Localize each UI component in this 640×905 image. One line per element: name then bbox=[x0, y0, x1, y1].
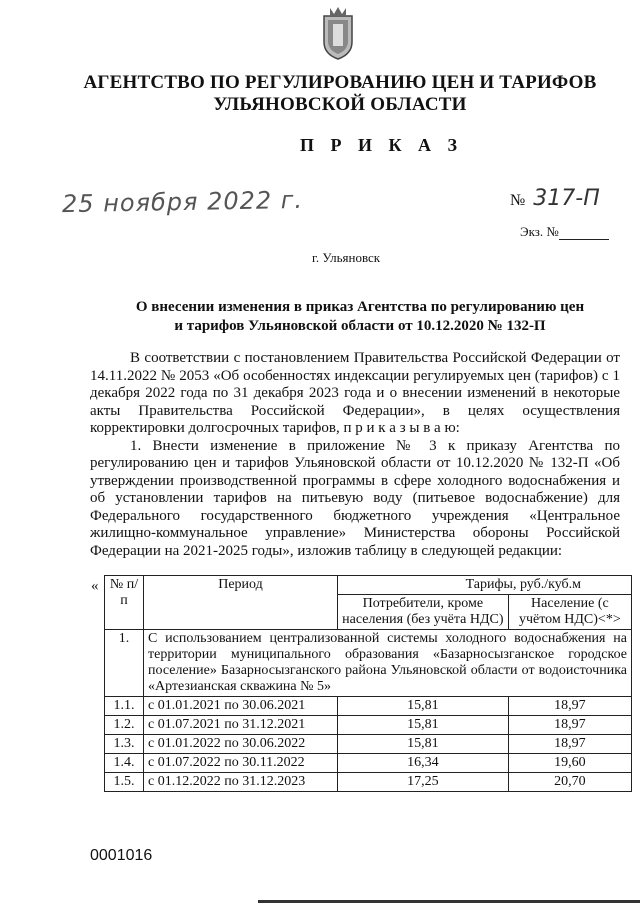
order-subject bbox=[100, 298, 620, 336]
number-label: № bbox=[510, 192, 526, 209]
row-num: 1.1. bbox=[105, 697, 144, 716]
copy-number bbox=[520, 224, 609, 240]
header-population: Население (с учётом НДС)<*> bbox=[508, 595, 631, 630]
section-num: 1. bbox=[105, 630, 144, 697]
row-consumers: 16,34 bbox=[338, 754, 509, 773]
agency-line-1: АГЕНТСТВО ПО РЕГУЛИРОВАНИЮ ЦЕН И ТАРИФОВ bbox=[83, 72, 597, 93]
scan-edge-divider bbox=[258, 900, 640, 903]
row-period: с 01.07.2022 по 30.11.2022 bbox=[144, 754, 338, 773]
quote-open: « bbox=[91, 578, 99, 594]
header-tariffs: Тарифы, руб./куб.м bbox=[338, 576, 632, 595]
tariff-table bbox=[104, 575, 632, 792]
section-description: С использованием централизованной системы холодного водоснабжения на территории муниципального образования «Базарносызганское городское поселение» Базарносызганского района Ульяновской области от водоисточника «Артезианская скважина № 5» bbox=[144, 630, 632, 697]
body-paragraph-1: В соответствии с постановлением Правительства Российской Федерации от 14.11.2022 № 2053 «Об особенностях индексации регулируемых цен (тарифов) с 1 декабря 2022 года по 31 декабря 2023 года и о внесении изменений в некоторые акты Правительства Российской Федерации», в целях осуществления корректировки долгосрочных тарифов, п р и к а з ы в а ю: bbox=[90, 350, 620, 436]
row-period: с 01.12.2022 по 31.12.2023 bbox=[144, 773, 338, 792]
order-number bbox=[510, 186, 600, 211]
row-population: 18,97 bbox=[508, 735, 631, 754]
header-num: № п/п bbox=[105, 576, 144, 630]
row-population: 20,70 bbox=[508, 773, 631, 792]
table-row bbox=[105, 773, 632, 792]
row-consumers: 15,81 bbox=[338, 697, 509, 716]
coat-of-arms-icon bbox=[318, 6, 358, 60]
row-consumers: 17,25 bbox=[338, 773, 509, 792]
copy-label: Экз. № bbox=[520, 224, 559, 239]
document-code: 0001016 bbox=[90, 847, 153, 864]
order-title: П Р И К А З bbox=[300, 135, 464, 155]
table-section-row bbox=[105, 630, 632, 697]
row-period: с 01.01.2022 по 30.06.2022 bbox=[144, 735, 338, 754]
order-date: 25 ноября 2022 г. bbox=[61, 185, 304, 219]
row-consumers: 15,81 bbox=[338, 735, 509, 754]
row-period: с 01.07.2021 по 31.12.2021 bbox=[144, 716, 338, 735]
table-row bbox=[105, 716, 632, 735]
row-consumers: 15,81 bbox=[338, 716, 509, 735]
row-num: 1.4. bbox=[105, 754, 144, 773]
subject-line-1: О внесении изменения в приказ Агентства по регулированию цен bbox=[135, 299, 585, 315]
table-row bbox=[105, 697, 632, 716]
agency-name bbox=[40, 72, 640, 116]
header-consumers: Потребители, кроме населения (без учёта НДС) bbox=[338, 595, 509, 630]
city: г. Ульяновск bbox=[312, 250, 381, 265]
copy-blank bbox=[559, 227, 609, 240]
row-num: 1.3. bbox=[105, 735, 144, 754]
subject-line-2: и тарифов Ульяновской области от 10.12.2020 № 132-П bbox=[174, 318, 546, 334]
row-period: с 01.01.2021 по 30.06.2021 bbox=[144, 697, 338, 716]
table-row bbox=[105, 735, 632, 754]
header-period: Период bbox=[144, 576, 338, 630]
table-row bbox=[105, 754, 632, 773]
order-body bbox=[90, 350, 620, 560]
row-population: 18,97 bbox=[508, 697, 631, 716]
row-num: 1.2. bbox=[105, 716, 144, 735]
row-population: 19,60 bbox=[508, 754, 631, 773]
number-value: 317-П bbox=[533, 186, 600, 211]
row-population: 18,97 bbox=[508, 716, 631, 735]
table-header-row bbox=[105, 576, 632, 595]
row-num: 1.5. bbox=[105, 773, 144, 792]
agency-line-2: УЛЬЯНОВСКОЙ ОБЛАСТИ bbox=[213, 94, 467, 115]
body-paragraph-2: 1. Внести изменение в приложение № 3 к приказу Агентства по регулированию цен и тарифов Ульяновской области от 10.12.2020 № 132-П «Об утверждении производственной программы в сфере холодного водоснабжения и об установлении тарифов на питьевую воду (питьевое водоснабжение) для Федерального государственного бюджетного учреждения «Центральное жилищно-коммунальное управление» Министерства обороны Российской Федерации на 2021-2025 годы», изложив таблицу в следующей редакции: bbox=[90, 437, 620, 559]
